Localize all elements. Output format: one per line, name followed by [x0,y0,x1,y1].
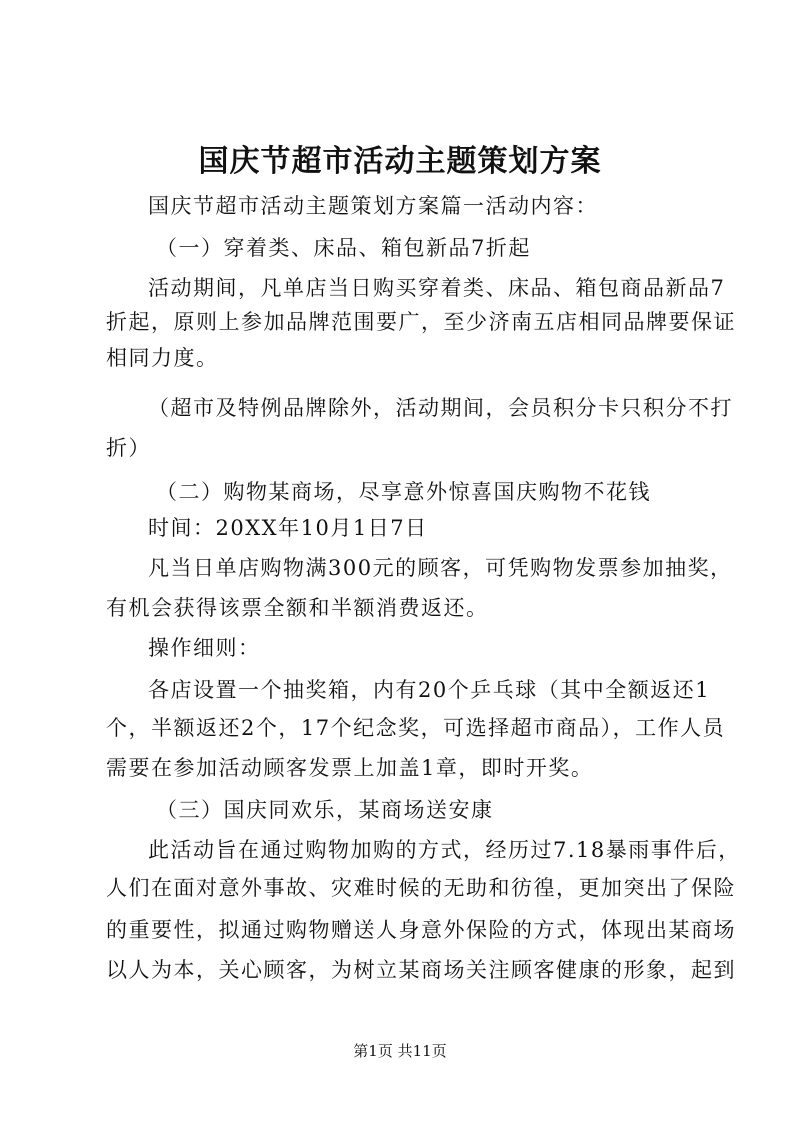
paragraph-line: 人们在面对意外事故、灾难时候的无助和彷徨，更加突出了保险 [106,876,736,900]
paragraph-line: 操作细则： [148,636,261,660]
paragraph-line: 以人为本，关心顾客，为树立某商场关注顾客健康的形象，起到 [106,958,736,982]
paragraph-line: 折） [106,436,151,460]
paragraph-line: 的重要性，拟通过购物赠送人身意外保险的方式，体现出某商场 [106,918,736,942]
paragraph-line: 个，半额返还2个，17个纪念奖，可选择超市商品），工作人员 [106,716,726,740]
page-number-footer: 第1页 共11页 [353,1042,447,1060]
page-title: 国庆节超市活动主题策划方案 [198,144,602,179]
section-heading-2: （二）购物某商场，尽享意外惊喜国庆购物不花钱 [156,480,651,504]
paragraph-line: 此活动旨在通过购物加购的方式，经历过7.18暴雨事件后， [148,838,741,862]
paragraph-line: 凡当日单店购物满300元的顾客，可凭购物发票参加抽奖， [148,556,733,580]
section-heading-3: （三）国庆同欢乐，某商场送安康 [156,798,494,822]
paragraph-line: （超市及特例品牌除外，活动期间，会员积分卡只积分不打 [148,396,733,420]
intro-line: 国庆节超市活动主题策划方案篇一活动内容： [148,194,598,218]
paragraph-line: 折起，原则上参加品牌范围要广，至少济南五店相同品牌要保证 [106,310,736,334]
paragraph-line: 有机会获得该票全额和半额消费返还。 [106,596,489,620]
paragraph-line: 时间：20XX年10月1日7日 [148,516,428,540]
paragraph-line: 各店设置一个抽奖箱，内有20个乒乓球（其中全额返还1 [148,678,711,702]
section-heading-1: （一）穿着类、床品、箱包新品7折起 [156,236,531,260]
paragraph-line: 活动期间，凡单店当日购买穿着类、床品、箱包商品新品7 [148,276,726,300]
paragraph-line: 需要在参加活动顾客发票上加盖1章，即时开奖。 [106,756,594,780]
paragraph-line: 相同力度。 [106,346,219,370]
